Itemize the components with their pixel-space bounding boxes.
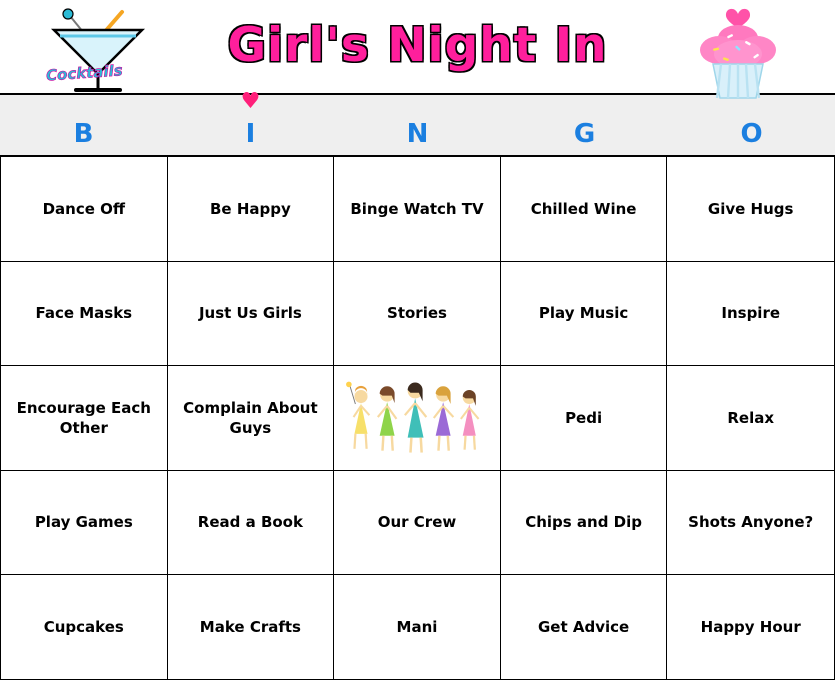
bingo-cell[interactable]: Inspire — [667, 262, 834, 367]
bingo-cell[interactable]: Chilled Wine — [501, 157, 668, 262]
bingo-cell[interactable]: Complain About Guys — [168, 366, 335, 471]
bingo-cell[interactable]: Read a Book — [168, 471, 335, 576]
bingo-free-space[interactable] — [334, 366, 501, 471]
bingo-letter-text: B — [73, 119, 94, 149]
heart-icon: ♥ — [240, 89, 261, 114]
bingo-cell[interactable]: Chips and Dip — [501, 471, 668, 576]
bingo-letter-text: G — [573, 119, 596, 149]
bingo-cell[interactable]: Shots Anyone? — [667, 471, 834, 576]
bingo-letter-n — [334, 95, 501, 155]
bingo-letter-text: I — [245, 119, 256, 149]
bingo-cell[interactable]: Be Happy — [168, 157, 335, 262]
bingo-letter-i — [167, 89, 334, 155]
bingo-cell[interactable]: Pedi — [501, 366, 668, 471]
bingo-cell[interactable]: Make Crafts — [168, 575, 335, 680]
bingo-grid — [1, 157, 834, 680]
bingo-cell[interactable]: Just Us Girls — [168, 262, 335, 367]
bingo-cell[interactable]: Stories — [334, 262, 501, 367]
bingo-cell[interactable]: Play Music — [501, 262, 668, 367]
bingo-letter-g — [501, 95, 668, 155]
bingo-cell[interactable]: Relax — [667, 366, 834, 471]
bingo-cell[interactable]: Our Crew — [334, 471, 501, 576]
bingo-letter-o — [668, 95, 835, 155]
bingo-cell[interactable]: Happy Hour — [667, 575, 834, 680]
bingo-grid-wrapper — [0, 157, 835, 680]
bingo-cell[interactable]: Play Games — [1, 471, 168, 576]
bingo-letter-text: N — [406, 119, 429, 149]
cupcake-icon — [683, 2, 793, 102]
group-of-girls-icon — [334, 366, 500, 470]
bingo-cell[interactable]: Get Advice — [501, 575, 668, 680]
bingo-letter-b — [0, 95, 167, 155]
page-title: Girl's Night In — [227, 18, 608, 73]
bingo-cell[interactable]: Binge Watch TV — [334, 157, 501, 262]
bingo-letter-text: O — [740, 119, 763, 149]
bingo-cell[interactable]: Dance Off — [1, 157, 168, 262]
cocktail-label: Cocktails — [45, 61, 124, 85]
bingo-cell[interactable]: Encourage Each Other — [1, 366, 168, 471]
bingo-cell[interactable]: Cupcakes — [1, 575, 168, 680]
bingo-letter-row — [0, 89, 835, 157]
bingo-cell[interactable]: Face Masks — [1, 262, 168, 367]
bingo-cell[interactable]: Mani — [334, 575, 501, 680]
card-header — [0, 0, 835, 95]
bingo-cell[interactable]: Give Hugs — [667, 157, 834, 262]
